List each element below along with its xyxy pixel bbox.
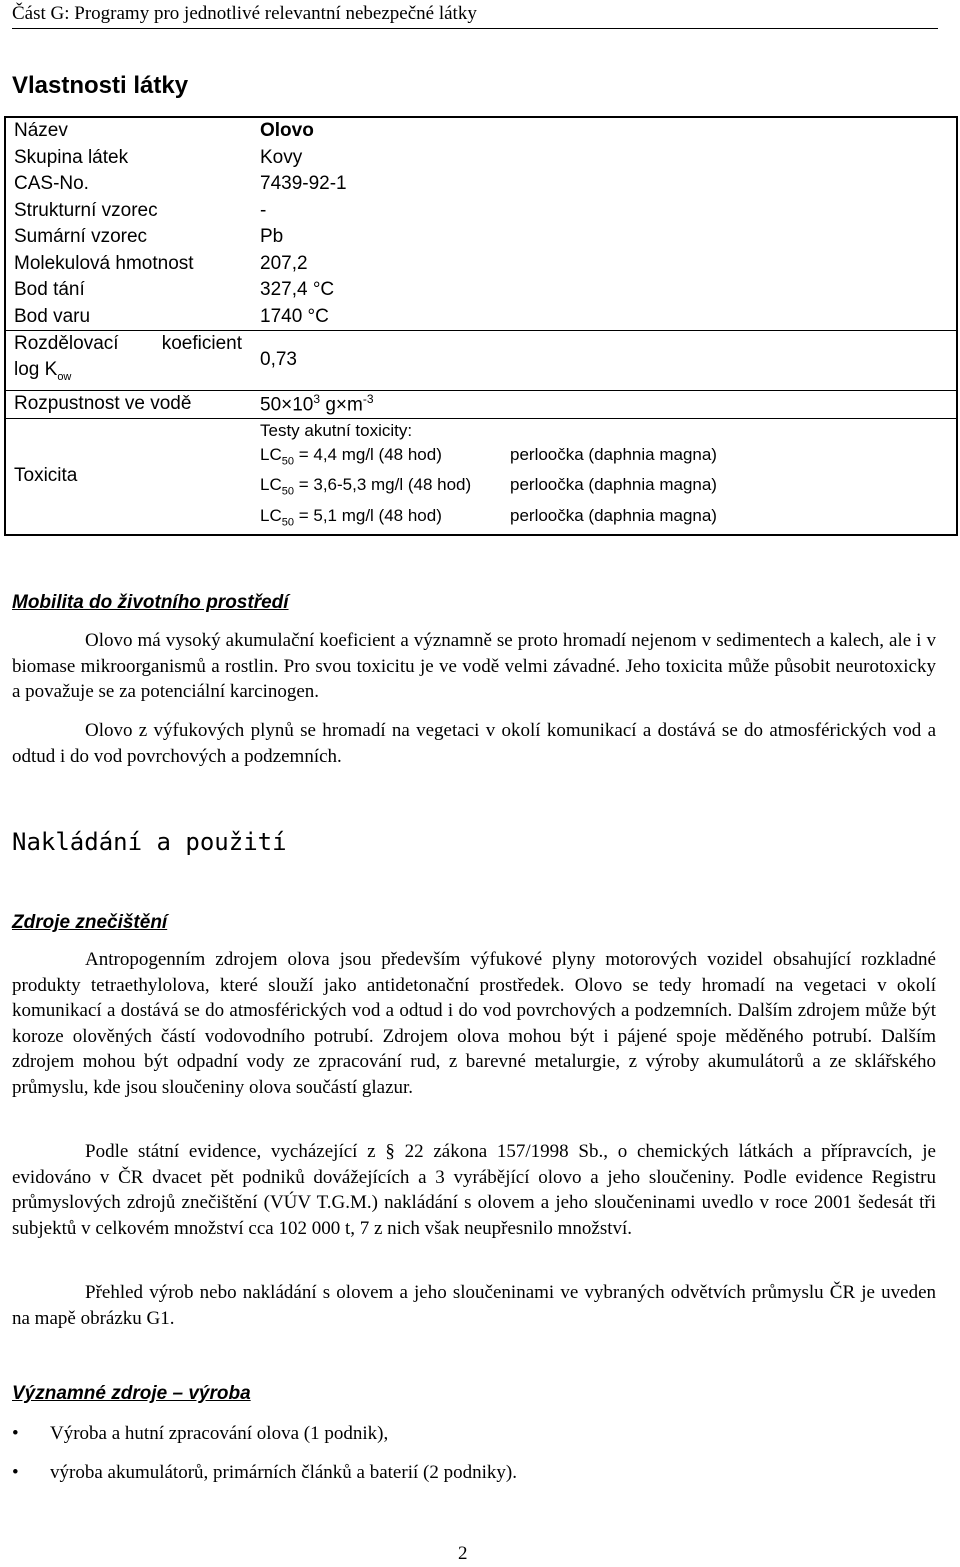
toxicity-row: $LC_{50} = 3,6-5,3$ mg/l (48 hod) perloočka (daphnia magna) — [260, 475, 717, 498]
prop-label-kow: Rozdělovací koeficient $\log K_{ow}$ — [5, 331, 252, 391]
table-row — [5, 418, 957, 535]
toxicity-row: $LC_{50} = 4,4$ mg/l (48 hod) perloočka (daphnia magna) — [260, 444, 717, 468]
sources-paragraph-3: Přehled výrob nebo nakládání s olovem a jeho sloučeninami ve vybraných odvětvích průmyslu ČR je uveden na mapě obrázku G1. — [12, 1282, 936, 1329]
header-text: Část G: Programy pro jednotlivé relevantní nebezpečné látky — [12, 3, 477, 24]
list-item: • výroba akumulátorů, primárních článků a baterií (2 podniky). — [12, 1459, 912, 1498]
sources-paragraph-1: Antropogenním zdrojem olova jsou především výfukové plyny motorových vozidel obsahující rozkladné produkty tetraethylolova, které slouží jako antidetonační prostředek. Olovo se tedy hromadí na vegetaci v okolí komunikací a dostává se do atmosférických vod a odtud i do vod povrchových a podzemních. Dalším zdrojem může být koroze olověných částí vodovodního potrubí. Zdrojem olova mohou být i pájené spoje měděného potrubí. Dalším zdrojem mohou být odpadní vody ze zpracování rud, z barevné metalurgie, z výroby akumulátorů a ze sklářského průmyslu, kde jsou sloučeniny olova součástí glazur. — [12, 949, 936, 1098]
table-row — [5, 171, 957, 198]
table-row — [5, 331, 957, 391]
prop-label: Rozpustnost ve vodě — [5, 390, 252, 418]
prop-label: Bod tání — [14, 279, 85, 301]
prop-value: 1740 °C — [260, 305, 329, 327]
prop-value: Olovo — [252, 117, 957, 145]
prop-label: Molekulová hmotnost — [14, 252, 194, 274]
mobility-heading: Mobilita do životního prostředí — [12, 592, 289, 613]
sources-heading: Zdroje znečištění — [12, 912, 168, 933]
mobility-paragraph-2: Olovo z výfukových plynů se hromadí na vegetaci v okolí komunikací a dostává se do atmosférických vod a odtud i do vod povrchových a podzemních. — [12, 720, 936, 767]
page-number: 2 — [458, 1543, 468, 1564]
prop-label: CAS-No. — [14, 173, 89, 195]
handling-heading: Nakládání a použití — [12, 828, 287, 856]
page-header — [12, 2, 938, 29]
table-row — [5, 251, 957, 278]
toxicity-cell — [252, 418, 957, 535]
prop-value: 207,2 — [260, 252, 308, 274]
prop-value: Kovy — [260, 146, 303, 168]
page-title: Vlastnosti látky — [12, 72, 189, 99]
table-row — [5, 390, 957, 418]
prop-label: Skupina látek — [14, 146, 129, 168]
prop-value: 7439-92-1 — [260, 173, 347, 195]
table-row — [5, 117, 957, 145]
list-item: • Výroba a hutní zpracování olova (1 podnik), — [12, 1420, 912, 1459]
sources-paragraph-2: Podle státní evidence, vycházející z § 22 zákona 157/1998 Sb., o chemických látkách a přípravcích, je evidováno v ČR dvacet pět podniků dovážejících a 3 vyrábějící olovo a jeho sloučeniny. Podle evidence Registru průmyslových zdrojů znečištění (VÚV T.G.M.) nakládání s olovem a jeho sloučeninami uvedlo v roce 2001 šedesát tři subjektů v celkovém množství cca 102 000 t, 7 z nich však neupřesnilo množství. — [12, 1141, 936, 1239]
major-sources-list — [12, 1420, 912, 1498]
table-row — [5, 145, 957, 172]
bullet-icon: • — [12, 1423, 19, 1444]
toxicity-header: Testy akutní toxicity: — [260, 420, 413, 440]
prop-value-solubility: $50\times 10^3$ $g\times m^{-3}$ — [252, 390, 957, 418]
prop-label: Název — [5, 117, 252, 145]
prop-label: Bod varu — [14, 305, 91, 327]
prop-label: Sumární vzorec — [14, 226, 148, 248]
prop-value: Pb — [260, 226, 284, 248]
prop-value: 327,4 °C — [260, 279, 335, 301]
major-sources-heading: Významné zdroje – výroba — [12, 1383, 251, 1404]
table-row — [5, 224, 957, 251]
prop-value: - — [260, 199, 267, 221]
table-row — [5, 198, 957, 225]
table-row — [5, 277, 957, 304]
mobility-paragraph-1: Olovo má vysoký akumulační koeficient a významně se proto hromadí nejenom v sedimentech a kalech, ale i v biomase mikroorganismů a rostlin. Pro svou toxicitu je ve vodě velmi závadné. Jeho toxicita může působit neurotoxicky a považuje se za potenciální karcinogen. — [12, 630, 936, 703]
toxicity-row: $LC_{50} = 5,1$ mg/l (48 hod) perloočka (daphnia magna) — [260, 505, 717, 528]
prop-value: 0,73 — [252, 331, 957, 391]
prop-label: Strukturní vzorec — [14, 199, 158, 221]
properties-table — [4, 116, 958, 536]
bullet-icon: • — [12, 1462, 19, 1483]
table-row — [5, 304, 957, 331]
prop-label: Toxicita — [5, 418, 252, 535]
